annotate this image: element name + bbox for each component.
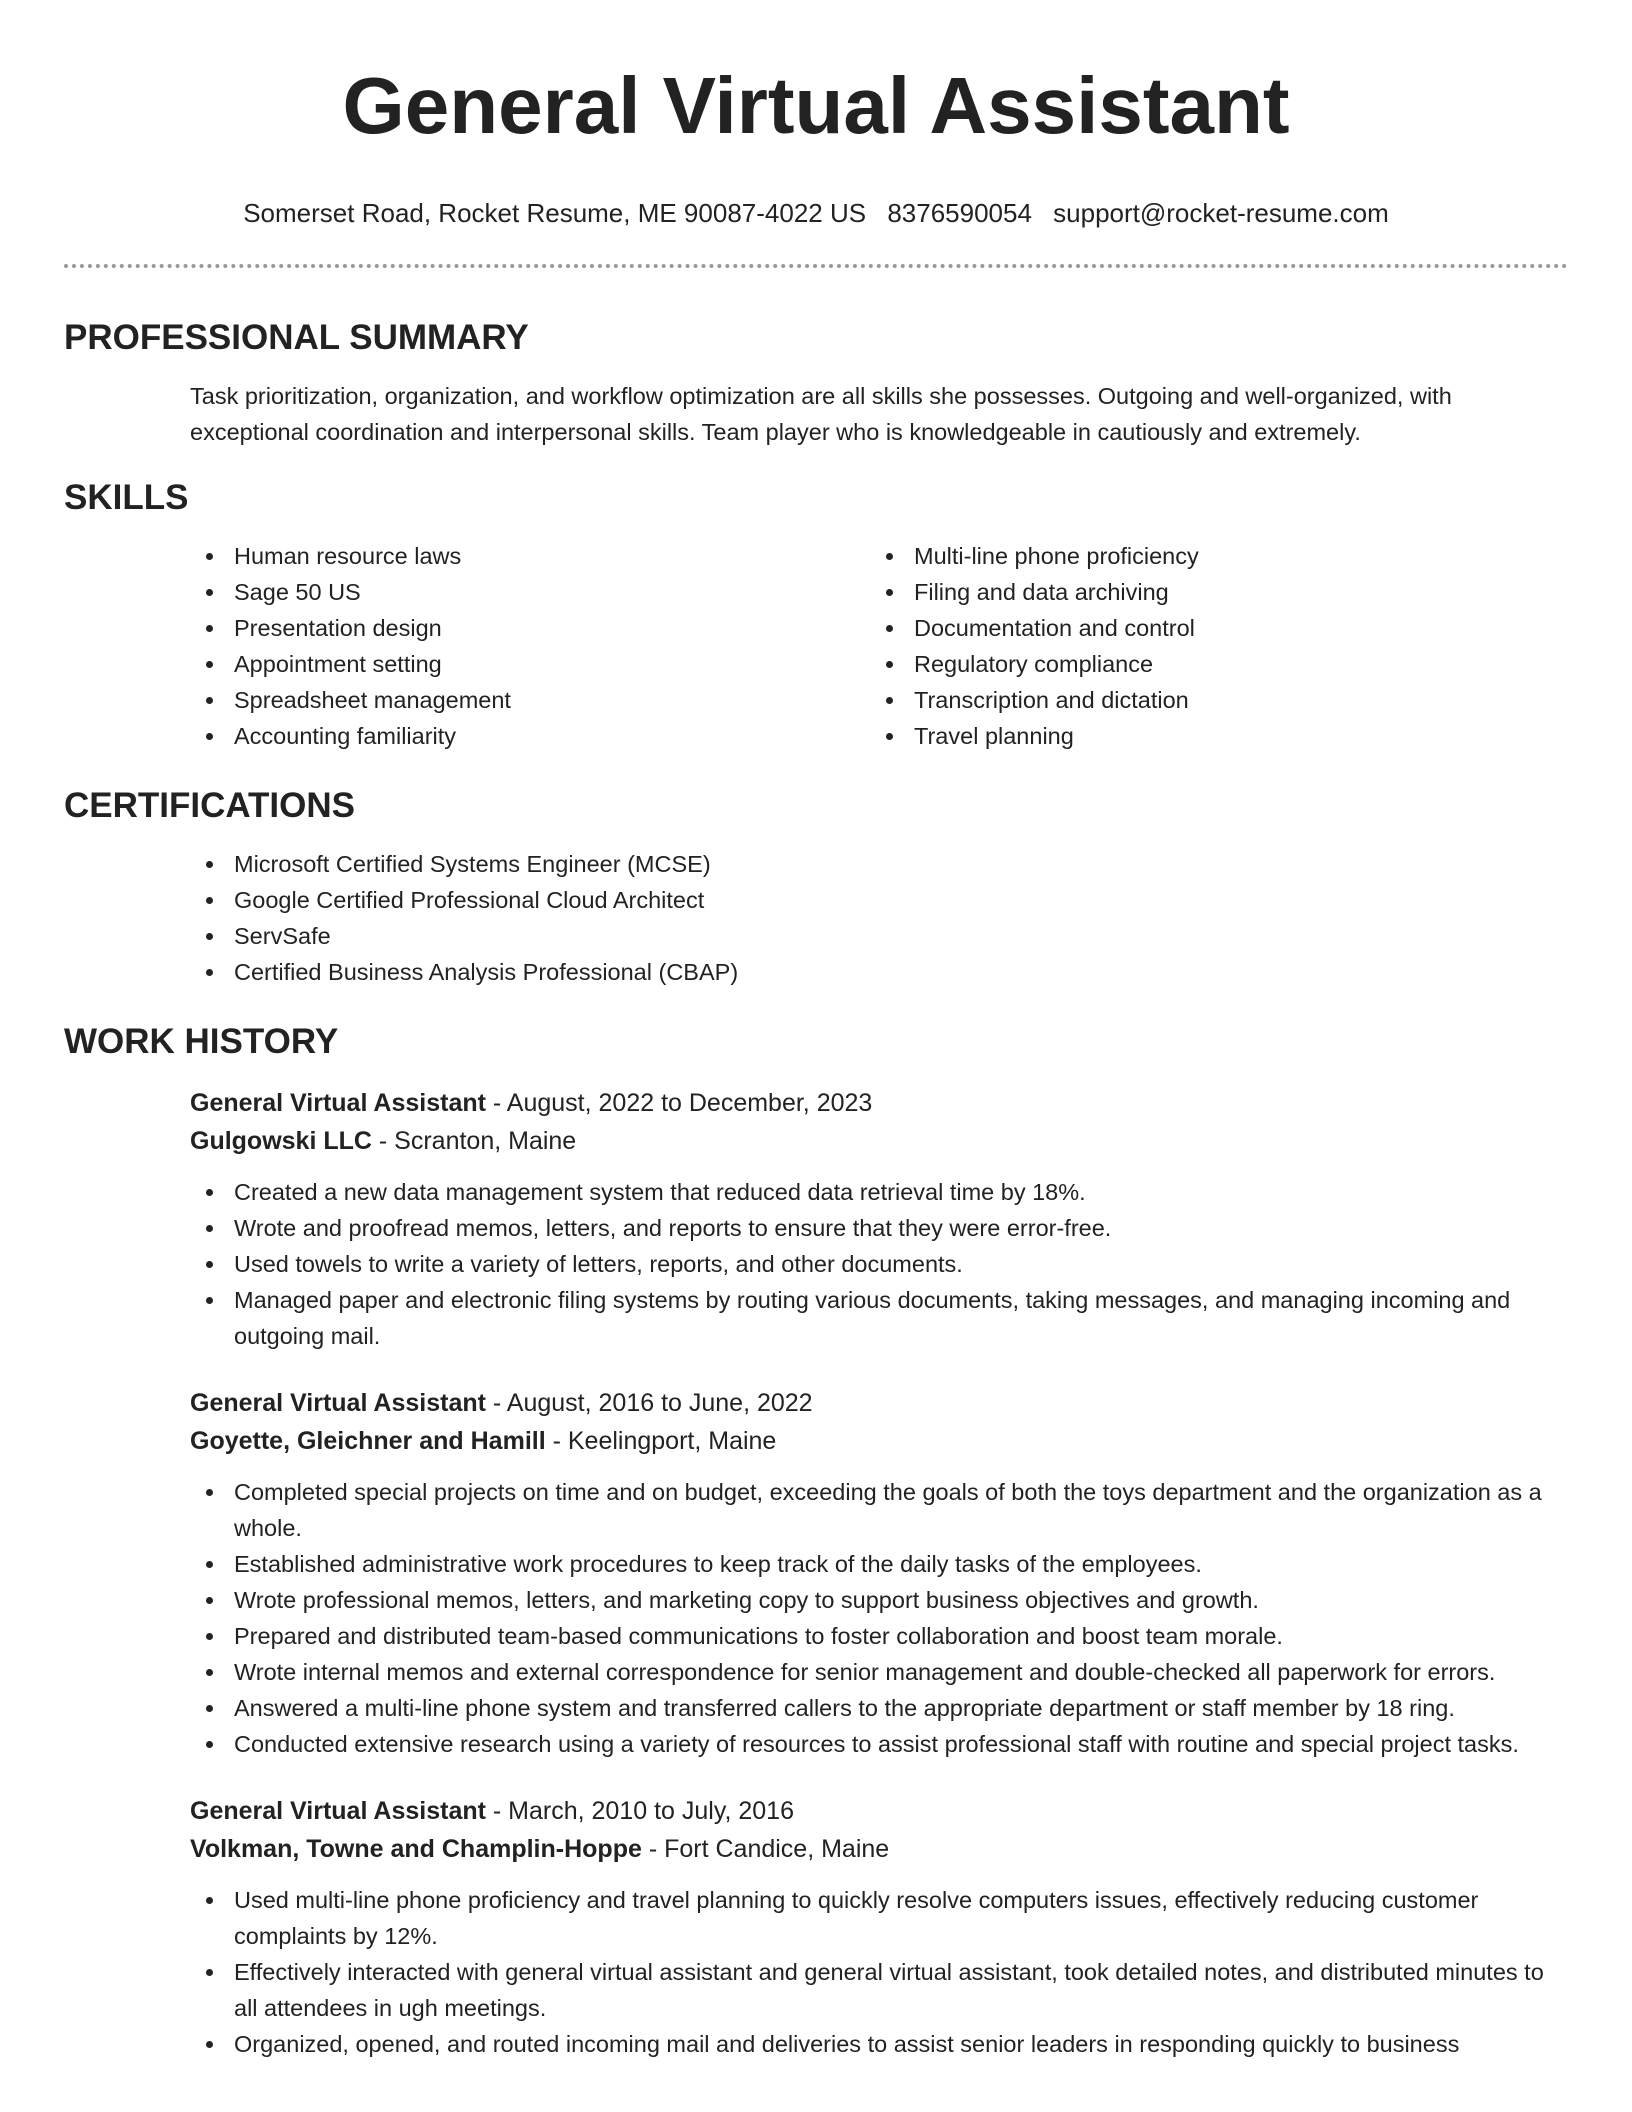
contact-line (64, 196, 1568, 230)
job-bullet: Used towels to write a variety of letters, reports, and other documents. (190, 1246, 1568, 1282)
certification-item: Google Certified Professional Cloud Architect (190, 882, 1568, 918)
job-bullet: Conducted extensive research using a variety of resources to assist professional staff with routine and special project tasks. (190, 1726, 1568, 1762)
skill-item: Sage 50 US (190, 574, 870, 610)
job-bullets (190, 1174, 1568, 1354)
skill-item: Filing and data archiving (870, 574, 1550, 610)
certification-item: Microsoft Certified Systems Engineer (MCSE) (190, 846, 1568, 882)
job-bullet: Organized, opened, and routed incoming mail and deliveries to assist senior leaders in responding quickly to business (190, 2026, 1568, 2062)
job-bullet: Managed paper and electronic filing systems by routing various documents, taking messages, and managing incoming and outgoing mail. (190, 1282, 1568, 1354)
job-bullet: Answered a multi-line phone system and transferred callers to the appropriate department or staff member by 18 ring. (190, 1690, 1568, 1726)
certification-item: Certified Business Analysis Professional (CBAP) (190, 954, 1568, 990)
job-dates: - March, 2010 to July, 2016 (485, 1797, 794, 1825)
job-entry (190, 1384, 1568, 1762)
contact-address: Somerset Road, Rocket Resume, ME 90087-4022 US (243, 198, 867, 228)
job-bullet: Effectively interacted with general virtual assistant and general virtual assistant, took detailed notes, and distributed minutes to all attendees in ugh meetings. (190, 1954, 1568, 2026)
certifications-section (64, 784, 1568, 990)
job-location: - Fort Candice, Maine (641, 1835, 890, 1863)
job-title: General Virtual Assistant (190, 1089, 486, 1117)
section-title-work-history: WORK HISTORY (64, 1022, 339, 1061)
section-title-skills: SKILLS (64, 478, 189, 517)
skills-columns (190, 538, 1568, 754)
job-company: Volkman, Towne and Champlin-Hoppe (190, 1835, 642, 1863)
job-company: Gulgowski LLC (190, 1127, 372, 1155)
job-entry (190, 1084, 1568, 1354)
job-location: - Scranton, Maine (371, 1127, 577, 1155)
skills-section (64, 476, 1568, 754)
skill-item: Presentation design (190, 610, 870, 646)
job-title-line (190, 1084, 1568, 1122)
job-dates: - August, 2022 to December, 2023 (485, 1089, 873, 1117)
job-bullets (190, 1882, 1568, 2062)
section-title-certifications: CERTIFICATIONS (64, 786, 356, 825)
job-company-line (190, 1422, 1568, 1460)
job-company: Goyette, Gleichner and Hamill (190, 1427, 546, 1455)
skill-item: Accounting familiarity (190, 718, 870, 754)
contact-phone: 8376590054 (887, 198, 1032, 228)
skill-item: Multi-line phone proficiency (870, 538, 1550, 574)
job-bullet: Established administrative work procedures to keep track of the daily tasks of the employees. (190, 1546, 1568, 1582)
contact-email: support@rocket-resume.com (1053, 198, 1389, 228)
skill-item: Spreadsheet management (190, 682, 870, 718)
skills-right-list (870, 538, 1550, 754)
job-title: General Virtual Assistant (190, 1389, 486, 1417)
header-divider (64, 264, 1568, 268)
job-company-line (190, 1830, 1568, 1868)
job-title-line (190, 1792, 1568, 1830)
job-entry (190, 1792, 1568, 2062)
job-bullet: Wrote internal memos and external correspondence for senior management and double-checked all paperwork for errors. (190, 1654, 1568, 1690)
summary-text: Task prioritization, organization, and workflow optimization are all skills she possesses. Outgoing and well-organized, with exceptional coordination and interpersonal skills. Team player who is knowledgeable in cautiously and extremely. (190, 383, 1452, 445)
skill-item: Regulatory compliance (870, 646, 1550, 682)
section-title-summary: PROFESSIONAL SUMMARY (64, 318, 529, 357)
job-bullet: Wrote professional memos, letters, and marketing copy to support business objectives and growth. (190, 1582, 1568, 1618)
skill-item: Human resource laws (190, 538, 870, 574)
job-bullet: Completed special projects on time and on budget, exceeding the goals of both the toys department and the organization as a whole. (190, 1474, 1568, 1546)
job-title: General Virtual Assistant (190, 1797, 486, 1825)
job-bullet: Wrote and proofread memos, letters, and reports to ensure that they were error-free. (190, 1210, 1568, 1246)
summary-section (64, 316, 1568, 450)
job-dates: - August, 2016 to June, 2022 (485, 1389, 813, 1417)
job-bullet: Prepared and distributed team-based communications to foster collaboration and boost team morale. (190, 1618, 1568, 1654)
certifications-list (190, 846, 1568, 990)
job-location: - Keelingport, Maine (545, 1427, 777, 1455)
skill-item: Appointment setting (190, 646, 870, 682)
skill-item: Transcription and dictation (870, 682, 1550, 718)
job-company-line (190, 1122, 1568, 1160)
work-history-section (64, 1020, 1568, 2062)
skill-item: Travel planning (870, 718, 1550, 754)
job-bullets (190, 1474, 1568, 1762)
job-bullet: Used multi-line phone proficiency and travel planning to quickly resolve computers issues, effectively reducing customer complaints by 12%. (190, 1882, 1568, 1954)
certification-item: ServSafe (190, 918, 1568, 954)
candidate-name: General Virtual Assistant (342, 61, 1290, 150)
job-title-line (190, 1384, 1568, 1422)
skills-left-list (190, 538, 870, 754)
job-bullet: Created a new data management system that reduced data retrieval time by 18%. (190, 1174, 1568, 1210)
skill-item: Documentation and control (870, 610, 1550, 646)
